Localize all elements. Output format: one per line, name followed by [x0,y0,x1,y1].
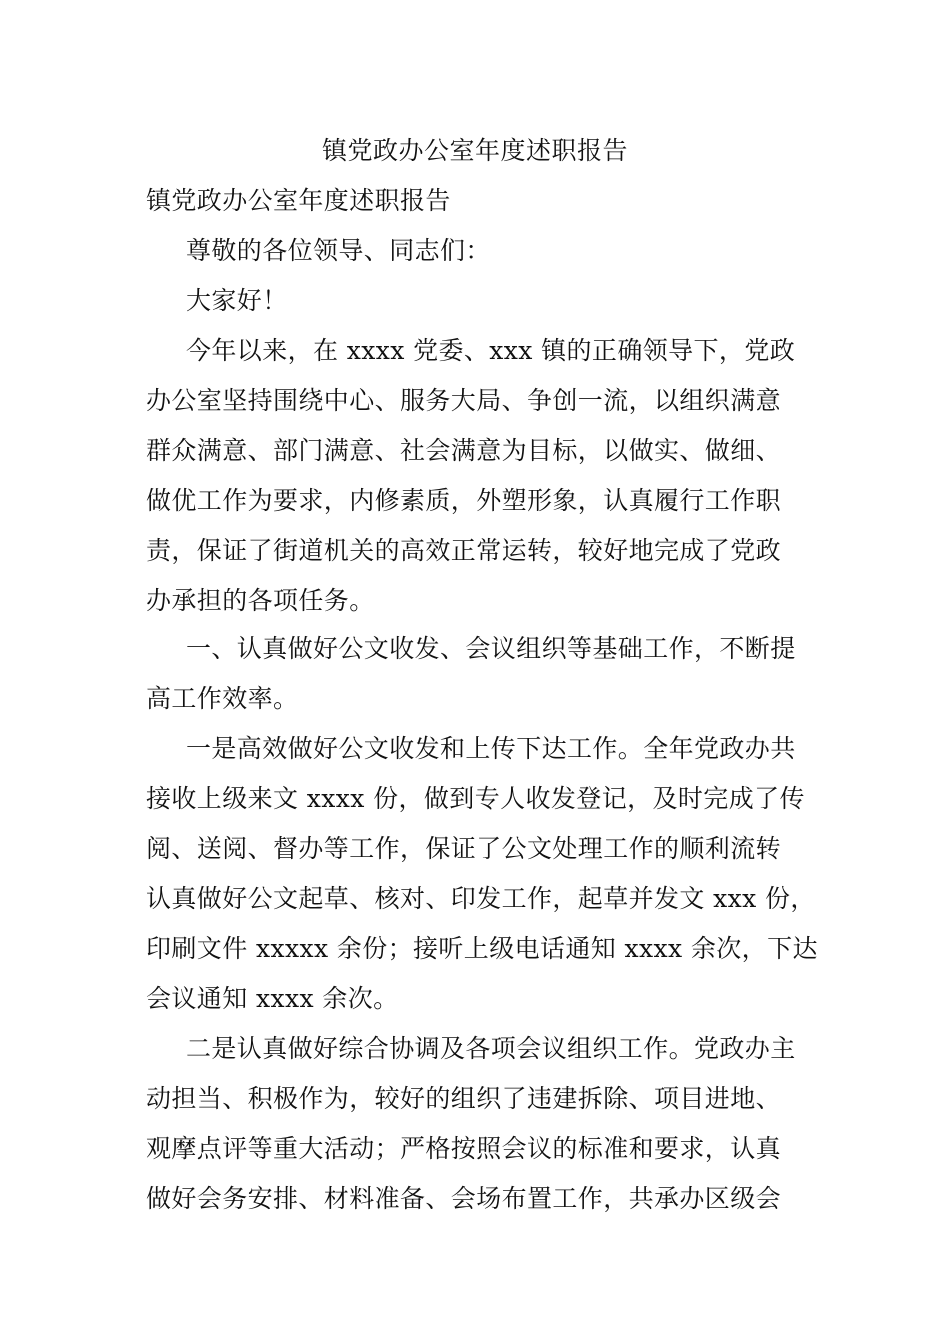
paragraph-line: 二是认真做好综合协调及各项会议组织工作。党政办主 [186,1034,796,1063]
section-heading-line: 高工作效率。 [146,684,299,713]
subtitle-line: 镇党政办公室年度述职报告 [146,186,451,215]
paragraph-line: 做优工作为要求，内修素质，外塑形象，认真履行工作职 [146,486,782,515]
paragraph-line: 群众满意、部门满意、社会满意为目标，以做实、做细、 [146,436,782,465]
paragraph-line: 会议通知 xxxx 余次。 [146,984,399,1013]
paragraph-line: 认真做好公文起草、核对、印发工作，起草并发文 xxx 份， [146,884,816,913]
greeting-line: 大家好！ [186,286,288,315]
paragraph-line: 办承担的各项任务。 [146,586,375,615]
salutation-line: 尊敬的各位领导、同志们： [186,236,491,265]
paragraph-line: 阅、送阅、督办等工作，保证了公文处理工作的顺利流转 [146,834,782,863]
paragraph-line: 印刷文件 xxxxx 余份；接听上级电话通知 xxxx 余次，下达 [146,934,818,963]
paragraph-line: 接收上级来文 xxxx 份，做到专人收发登记，及时完成了传 [146,784,805,813]
paragraph-line: 动担当、积极作为，较好的组织了违建拆除、项目进地、 [146,1084,782,1113]
section-heading-line: 一、认真做好公文收发、会议组织等基础工作，不断提 [186,634,796,663]
paragraph-line: 今年以来，在 xxxx 党委、xxx 镇的正确领导下，党政 [186,336,796,365]
paragraph-line: 一是高效做好公文收发和上传下达工作。全年党政办共 [186,734,796,763]
paragraph-line: 责，保证了街道机关的高效正常运转，较好地完成了党政 [146,536,782,565]
paragraph-line: 做好会务安排、材料准备、会场布置工作，共承办区级会 [146,1184,782,1213]
document-title: 镇党政办公室年度述职报告 [321,136,628,165]
paragraph-line: 观摩点评等重大活动；严格按照会议的标准和要求，认真 [146,1134,782,1163]
paragraph-line: 办公室坚持围绕中心、服务大局、争创一流，以组织满意 [146,386,782,415]
